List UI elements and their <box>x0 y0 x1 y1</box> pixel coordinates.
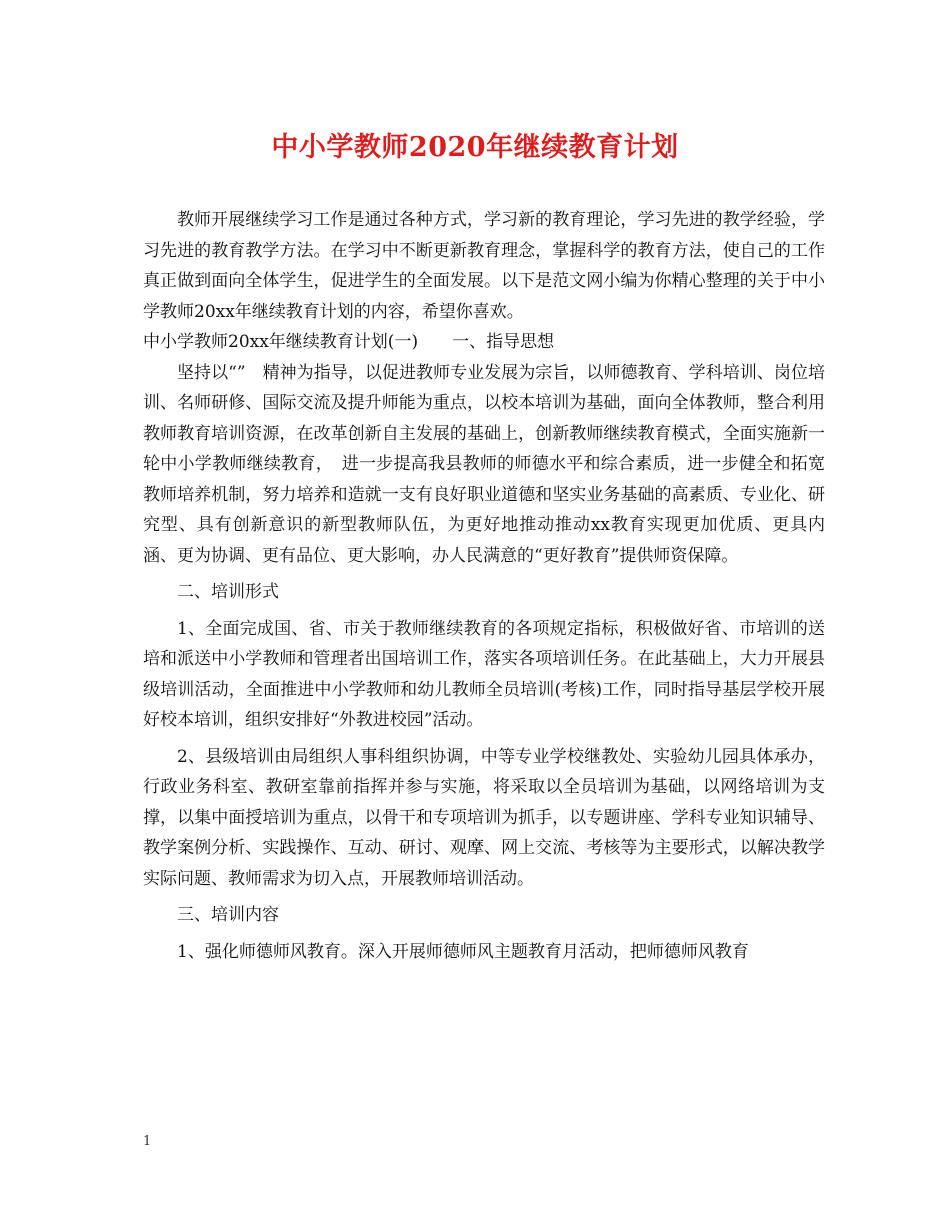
training-form-paragraph-2: 2、县级培训由局组织人事科组织协调，中等专业学校继教处、实验幼儿园具体承办，行政业务科室、教研室靠前指挥并参与实施，将采取以全员培训为基础，以网络培训为支撑，以集中面授培训为重点，以骨干和专项培训为抓手，以专题讲座、学科专业知识辅导、教学案例分析、实践操作、互动、研讨、观摩、网上交流、考核等为主要形式，以解决教学实际问题、教师需求为切入点，开展教师培训活动。 <box>143 746 825 889</box>
section-heading-training-form: 二、培训形式 <box>177 582 279 602</box>
document-title: 中小学教师2020年继续教育计划 <box>271 132 679 163</box>
guiding-ideology-paragraph: 坚持以“” 精神为指导，以促进教师专业发展为宗旨，以师德教育、学科培训、岗位培训、名师研修、国际交流及提升师能为重点，以校本培训为基础，面向全体教师，整合利用教师教育培训资源，在改革创新自主发展的基础上，创新教师继续教育模式，全面实施新一轮中小学教师继续教育， 进一步提高我县教师的师德水平和综合素质，进一步健全和拓宽教师培养机制，努力培养和造就一支有良好职业道德和坚实业务基础的高素质、专业化、研究型、具有创新意识的新型教师队伍，为更好地推动推动xx教育实现更加优质、更具内涵、更为协调、更有品位、更大影响，办人民满意的“更好教育”提供师资保障。 <box>143 362 825 566</box>
page-number: 1 <box>143 1134 152 1149</box>
section-heading-training-content: 三、培训内容 <box>177 905 279 925</box>
intro-paragraph: 教师开展继续学习工作是通过各种方式，学习新的教育理论，学习先进的教学经验，学习先进的教育教学方法。在学习中不断更新教育理念，掌握科学的教育方法，使自己的工作真正做到面向全体学生，促进学生的全面发展。以下是范文网小编为你精心整理的关于中小学教师20xx年继续教育计划的内容，希望你喜欢。 <box>143 210 825 322</box>
training-content-paragraph-1: 1、强化师德师风教育。深入开展师德师风主题教育月活动，把师德师风教育 <box>177 941 749 962</box>
training-form-paragraph-1: 1、全面完成国、省、市关于教师继续教育的各项规定指标，积极做好省、市培训的送培和派送中小学教师和管理者出国培训工作，落实各项培训任务。在此基础上，大力开展县级培训活动，全面推进中小学教师和幼儿教师全员培训(考核)工作，同时指导基层学校开展好校本培训，组织安排好“外教进校园”活动。 <box>143 618 825 730</box>
document-body <box>143 205 825 967</box>
plan-heading-line: 中小学教师20xx年继续教育计划(一) 一、指导思想 <box>143 332 555 352</box>
